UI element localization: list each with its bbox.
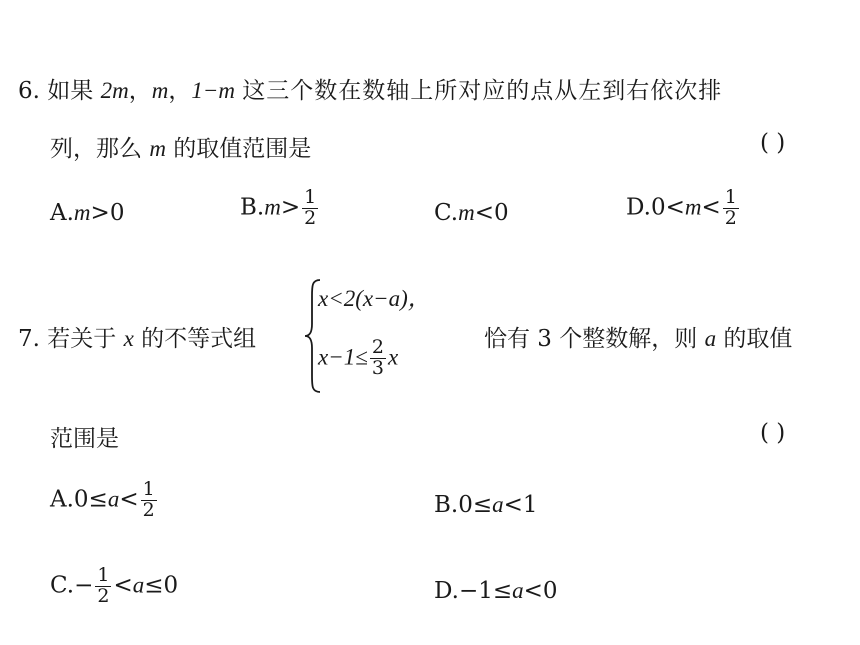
q7-option-c: C.− $\frac{1}{2}$ <a≤0 [50, 564, 179, 607]
q6-b-fraction: $\frac{1}{2}$ [304, 186, 317, 229]
q6-option-a: A.m>0 [50, 200, 125, 226]
q6-option-c: C.m<0 [434, 200, 509, 226]
q6-line1 [18, 72, 722, 105]
q7-sys-fraction: $\frac{2}{3}$ [371, 336, 384, 379]
q7-number: 7. [18, 326, 40, 352]
q6-option-b: B.m> $\frac{1}{2}$ [240, 186, 317, 229]
q7-line1-left: 7. 若关于 x 的不等式组 [18, 326, 257, 352]
q7-option-d: D.−1≤a<0 [434, 578, 558, 604]
q6-expr-2m: 2m [100, 78, 129, 103]
q6-option-d: D.0<m< $\frac{1}{2}$ [626, 186, 737, 229]
q7-line2: 范围是 [50, 426, 119, 452]
q6-text-b: 这三个数在数轴上所对应的点从左到右依次排 [242, 78, 723, 104]
q6-expr-1m: 1−m [191, 78, 235, 103]
q6-d-fraction: $\frac{1}{2}$ [724, 186, 737, 229]
q7-system-line2: x−1≤ $\frac{2}{3}$ x [318, 336, 399, 379]
q6-text-c: 列，那么 [50, 136, 142, 162]
q7-option-b: B.0≤a<1 [434, 492, 538, 518]
q6-text-d: 的取值范围是 [173, 136, 312, 162]
q7-a-fraction: $\frac{1}{2}$ [142, 478, 155, 521]
q6-text-a: 如果 [47, 78, 94, 104]
q6-var-m: m [149, 136, 166, 161]
q7-option-a: A.0≤a< $\frac{1}{2}$ [50, 478, 155, 521]
q6-number: 6. [18, 78, 40, 104]
q7-system-line1: x<2(x−a)， [318, 286, 431, 311]
q6-expr-m: m [151, 78, 169, 103]
q7-answer-paren: ( ) [760, 420, 786, 446]
q7-line1-right: 恰有 3 个整数解，则 a 的取值 [484, 326, 793, 352]
q6-answer-paren: ( ) [760, 130, 786, 156]
q7-c-fraction: $\frac{1}{2}$ [97, 564, 110, 607]
q6-comma2: ， [168, 78, 192, 104]
q6-comma1: ， [128, 78, 152, 104]
q6-line2 [50, 130, 311, 163]
